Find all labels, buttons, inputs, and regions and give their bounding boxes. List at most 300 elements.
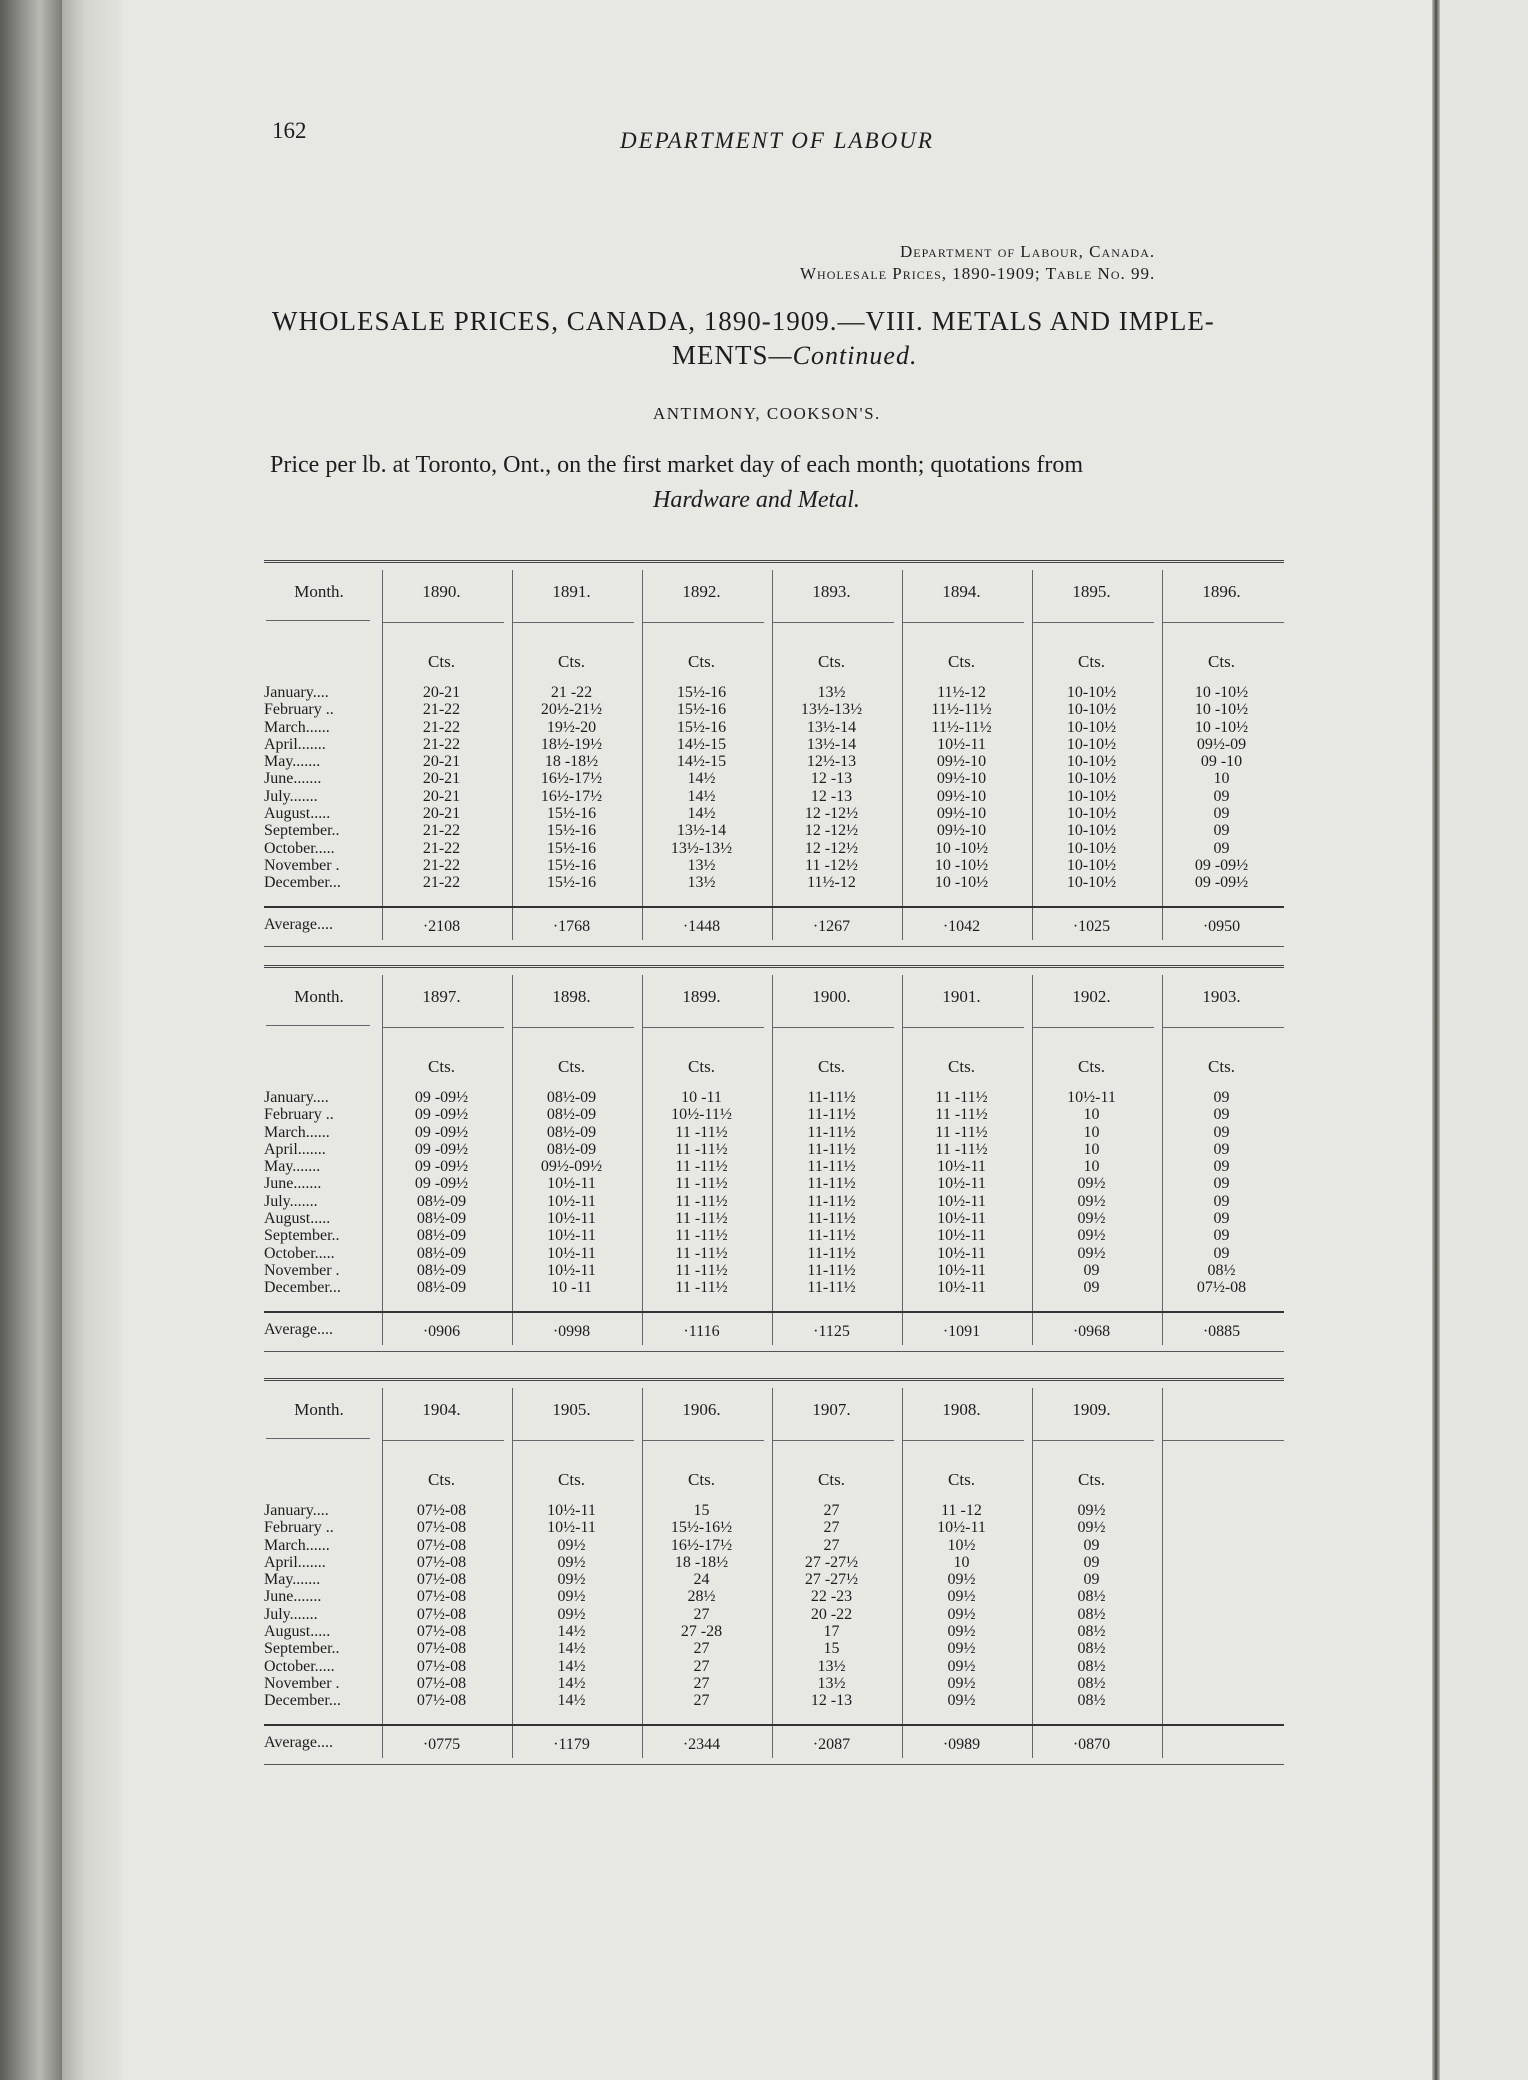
price-cell: 12 -12½: [804, 839, 859, 857]
price-cell: 09: [1083, 1279, 1100, 1297]
price-cell: 08½-09: [416, 1210, 467, 1228]
price-cell: 09: [1083, 1553, 1100, 1571]
price-cell: 10½-11: [547, 1244, 596, 1262]
price-cell: 13½: [817, 684, 846, 701]
price-cell: 10½-11: [937, 1175, 986, 1193]
month-label: August.....: [264, 1210, 331, 1228]
price-cell: 08½: [1077, 1605, 1106, 1623]
price-cell: 09½: [947, 1605, 976, 1623]
price-cell: 12 -13: [810, 787, 853, 805]
price-cell: 15½-16: [676, 684, 727, 701]
price-cell: 15½-16: [546, 822, 597, 840]
page-gutter: [1432, 0, 1440, 2080]
month-label: July.......: [264, 1605, 318, 1623]
year-header: 1902.: [1072, 987, 1111, 1006]
month-label: August.....: [264, 805, 331, 823]
table-top-rule: [264, 560, 1284, 566]
price-cell: 10: [1083, 1158, 1100, 1176]
month-label: December...: [264, 1692, 341, 1710]
price-cell: 09½: [947, 1692, 976, 1710]
price-cell: 10: [953, 1553, 970, 1571]
average-rule: [264, 1311, 1284, 1313]
price-cell: 11 -11½: [675, 1279, 728, 1297]
price-cell: 08½: [1077, 1692, 1106, 1710]
price-cell: 10-10½: [1066, 839, 1117, 857]
header-underline: [1163, 622, 1284, 623]
price-cell: 13½-13½: [670, 839, 733, 857]
price-cell: 08½-09: [416, 1279, 467, 1297]
month-label: October.....: [264, 839, 335, 857]
price-column: [639, 1089, 764, 1297]
price-cell: 10½-11: [547, 1210, 596, 1228]
month-label: April.......: [264, 1140, 326, 1158]
year-header: 1903.: [1202, 987, 1241, 1006]
price-column: [509, 1502, 634, 1710]
month-label: November .: [264, 1261, 340, 1279]
price-cell: 10-10½: [1066, 770, 1117, 788]
price-cell: 14½: [687, 805, 716, 823]
price-cell: 14½-15: [676, 753, 727, 771]
year-header: 1901.: [942, 987, 981, 1006]
price-cell: 11 -11½: [675, 1140, 728, 1158]
price-cell: 11 -11½: [675, 1244, 728, 1262]
header-underline: [1033, 1440, 1154, 1441]
month-label: October.....: [264, 1657, 335, 1675]
price-cell: 13½: [687, 874, 716, 892]
header-underline: [1033, 622, 1154, 623]
year-header: 1900.: [812, 987, 851, 1006]
price-cell: 10-10½: [1066, 805, 1117, 823]
price-cell: 09: [1213, 1227, 1230, 1245]
price-cell: 08½: [1207, 1261, 1236, 1279]
price-cell: 27: [693, 1657, 710, 1675]
price-cell: 07½-08: [416, 1519, 467, 1537]
price-cell: 08½: [1077, 1657, 1106, 1675]
price-cell: 10 -11: [681, 1089, 722, 1106]
price-cell: 07½-08: [416, 1553, 467, 1571]
price-cell: 10½-11: [937, 1261, 986, 1279]
month-label: April.......: [264, 735, 326, 753]
price-cell: 13½: [817, 1657, 846, 1675]
price-cell: 11-11½: [807, 1244, 856, 1262]
price-cell: 11 -12½: [805, 856, 858, 874]
price-cell: 16½-17½: [540, 787, 603, 805]
price-cell: 09: [1213, 1106, 1230, 1124]
price-cell: 22 -23: [810, 1588, 853, 1606]
price-cell: 27: [823, 1519, 840, 1537]
average-label: Average....: [264, 916, 333, 933]
unit-label: Cts.: [558, 652, 585, 671]
price-cell: 11½-12: [807, 874, 856, 892]
price-cell: 20-21: [422, 787, 461, 805]
price-cell: 10-10½: [1066, 787, 1117, 805]
month-label: February ..: [264, 1106, 334, 1124]
price-cell: 09½-09½: [540, 1158, 603, 1176]
average-value: ·1768: [552, 918, 591, 935]
price-cell: 09½-10: [936, 822, 987, 840]
price-column: [509, 1089, 634, 1297]
title-line-1: WHOLESALE PRICES, CANADA, 1890-1909.—VIII. METALS AND IMPLE-: [272, 306, 1215, 336]
price-cell: 28½: [687, 1588, 716, 1606]
header-underline: [643, 622, 764, 623]
price-cell: 07½-08: [1196, 1279, 1247, 1297]
price-cell: 09½: [947, 1623, 976, 1641]
average-value: ·1179: [553, 1736, 590, 1753]
month-label: March......: [264, 1123, 330, 1141]
year-header: 1905.: [552, 1400, 591, 1419]
month-header: Month.: [294, 1400, 344, 1419]
price-cell: 14½-15: [676, 735, 727, 753]
price-cell: 09: [1213, 805, 1230, 823]
price-cell: 10½-11: [937, 1279, 986, 1297]
price-cell: 14½: [687, 770, 716, 788]
price-cell: 21-22: [422, 718, 461, 736]
month-label: July.......: [264, 1192, 318, 1210]
price-cell: 07½-08: [416, 1692, 467, 1710]
price-column: [899, 684, 1024, 892]
price-column: [1159, 1089, 1284, 1297]
price-column: [639, 1502, 764, 1710]
average-value: ·1091: [942, 1323, 981, 1340]
price-cell: 09: [1213, 1175, 1230, 1193]
price-cell: 15½-16½: [670, 1519, 733, 1537]
price-cell: 27 -27½: [804, 1553, 859, 1571]
running-head: DEPARTMENT OF LABOUR: [620, 128, 934, 153]
price-cell: 10-10½: [1066, 753, 1117, 771]
year-header: 1890.: [422, 582, 461, 601]
month-label: February ..: [264, 701, 334, 719]
price-cell: 08½: [1077, 1674, 1106, 1692]
title-line-2-main: MENTS: [672, 340, 769, 370]
price-cell: 12 -12½: [804, 805, 859, 823]
price-cell: 15: [823, 1640, 840, 1658]
price-cell: 10½-11: [937, 1192, 986, 1210]
price-cell: 10 -10½: [934, 839, 989, 857]
month-label: August.....: [264, 1623, 331, 1641]
header-underline: [773, 1440, 894, 1441]
price-cell: 09½-10: [936, 805, 987, 823]
price-cell: 11 -11½: [675, 1227, 728, 1245]
month-label: December...: [264, 1279, 341, 1297]
price-column: [1029, 1089, 1154, 1297]
month-label: May.......: [264, 1571, 321, 1589]
average-value: ·0950: [1202, 918, 1241, 935]
price-cell: 08½-09: [546, 1106, 597, 1124]
price-cell: 14½: [557, 1623, 586, 1641]
price-cell: 18½-19½: [540, 735, 603, 753]
price-cell: 10½-11: [937, 1244, 986, 1262]
price-cell: 07½-08: [416, 1623, 467, 1641]
header-underline: [903, 1027, 1024, 1028]
month-label: June.......: [264, 1588, 322, 1606]
header-underline: [903, 1440, 1024, 1441]
year-header: 1891.: [552, 582, 591, 601]
price-cell: 10-10½: [1066, 874, 1117, 892]
month-label: November .: [264, 856, 340, 874]
header-underline: [903, 622, 1024, 623]
price-cell: 11 -11½: [935, 1089, 988, 1106]
price-cell: 10½-11: [547, 1261, 596, 1279]
price-cell: 20½-21½: [540, 701, 603, 719]
price-cell: 11-11½: [807, 1227, 856, 1245]
unit-label: Cts.: [558, 1057, 585, 1076]
price-column: [769, 1089, 894, 1297]
unit-label: Cts.: [688, 1057, 715, 1076]
price-cell: 19½-20: [546, 718, 597, 736]
year-header: 1906.: [682, 1400, 721, 1419]
average-value: ·0885: [1202, 1323, 1241, 1340]
subtitle: ANTIMONY, COOKSON'S.: [653, 404, 881, 423]
price-cell: 10½-11: [937, 735, 986, 753]
header-underline: [513, 622, 634, 623]
price-cell: 27: [693, 1692, 710, 1710]
price-cell: 09½: [557, 1605, 586, 1623]
price-cell: 09: [1213, 839, 1230, 857]
price-cell: 15½-16: [546, 874, 597, 892]
price-cell: 09 -09½: [1194, 874, 1249, 892]
price-column: [899, 1502, 1024, 1710]
price-cell: 15½-16: [676, 701, 727, 719]
header-underline: [1163, 1440, 1284, 1441]
price-cell: 10½: [947, 1536, 976, 1554]
year-header: 1892.: [682, 582, 721, 601]
price-cell: 10 -10½: [1194, 718, 1249, 736]
price-cell: 09 -09½: [1194, 856, 1249, 874]
month-list: [264, 1502, 341, 1710]
price-column: [769, 684, 894, 892]
price-cell: 10½-11: [937, 1158, 986, 1176]
price-cell: 16½-17½: [540, 770, 603, 788]
year-header: 1894.: [942, 582, 981, 601]
unit-label: Cts.: [1078, 652, 1105, 671]
price-cell: 11-11½: [807, 1210, 856, 1228]
price-cell: 15½-16: [546, 839, 597, 857]
table-section-1: [264, 560, 1284, 935]
price-cell: 21-22: [422, 822, 461, 840]
table-top-rule: [264, 1378, 1284, 1384]
price-cell: 09½-10: [936, 753, 987, 771]
average-value: ·0989: [942, 1736, 981, 1753]
price-cell: 27: [693, 1640, 710, 1658]
price-cell: 11-11½: [807, 1261, 856, 1279]
price-cell: 10½-11: [547, 1519, 596, 1537]
average-value: ·0968: [1072, 1323, 1111, 1340]
unit-label: Cts.: [1078, 1470, 1105, 1489]
price-cell: 09½-10: [936, 770, 987, 788]
header-underline: [383, 1027, 504, 1028]
price-cell: 10 -10½: [934, 874, 989, 892]
average-value: ·1025: [1072, 918, 1111, 935]
price-cell: 09: [1213, 787, 1230, 805]
price-cell: 10: [1213, 770, 1230, 788]
month-label: May.......: [264, 1158, 321, 1176]
header-underline: [643, 1027, 764, 1028]
price-cell: 09½: [1077, 1210, 1106, 1228]
price-cell: 11 -11½: [675, 1158, 728, 1176]
price-cell: 09½: [557, 1588, 586, 1606]
year-header: 1895.: [1072, 582, 1111, 601]
price-column: [1029, 684, 1154, 892]
price-cell: 21-22: [422, 735, 461, 753]
average-value: ·0998: [552, 1323, 591, 1340]
month-list: [264, 1089, 341, 1297]
average-value: ·2087: [812, 1736, 851, 1753]
price-cell: 09: [1213, 1140, 1230, 1158]
price-cell: 10½-11: [937, 1519, 986, 1537]
price-cell: 18 -18½: [544, 753, 599, 771]
price-cell: 10 -10½: [1194, 701, 1249, 719]
price-cell: 10½-11: [547, 1175, 596, 1193]
price-cell: 21-22: [422, 874, 461, 892]
price-cell: 09: [1083, 1261, 1100, 1279]
price-cell: 10½-11: [1067, 1089, 1116, 1106]
price-cell: 09½: [1077, 1192, 1106, 1210]
header-underline: [266, 1025, 370, 1026]
price-cell: 09 -10: [1200, 753, 1243, 771]
price-cell: 09 -09½: [414, 1158, 469, 1176]
month-label: June.......: [264, 770, 322, 788]
price-column: [899, 1089, 1024, 1297]
price-cell: 11 -11½: [675, 1175, 728, 1193]
table-section-2: [264, 965, 1284, 1340]
price-cell: 13½-14: [676, 822, 727, 840]
price-cell: 27: [823, 1536, 840, 1554]
month-label: June.......: [264, 1175, 322, 1193]
price-cell: 21 -22: [550, 684, 593, 701]
price-cell: 10½-11: [547, 1192, 596, 1210]
price-cell: 27 -28: [680, 1623, 723, 1641]
price-cell: 10 -11: [551, 1279, 592, 1297]
price-cell: 13½-14: [806, 735, 857, 753]
reference-line-1: Department of Labour, Canada.: [900, 242, 1156, 261]
price-cell: 08½-09: [416, 1227, 467, 1245]
page-number: 162: [272, 118, 307, 143]
price-cell: 08½-09: [546, 1140, 597, 1158]
price-cell: 11-11½: [807, 1175, 856, 1193]
month-label: April.......: [264, 1553, 326, 1571]
price-cell: 13½-13½: [800, 701, 863, 719]
price-cell: 21-22: [422, 856, 461, 874]
unit-label: Cts.: [688, 652, 715, 671]
header-underline: [643, 1440, 764, 1441]
year-header: 1909.: [1072, 1400, 1111, 1419]
title-line-2-continued: —Continued.: [768, 341, 918, 370]
price-cell: 08½-09: [416, 1261, 467, 1279]
unit-label: Cts.: [558, 1470, 585, 1489]
price-cell: 11½-11½: [931, 701, 992, 719]
table-bottom-rule: [264, 946, 1284, 947]
month-label: January....: [264, 1089, 329, 1106]
price-cell: 20-21: [422, 753, 461, 771]
price-cell: 14½: [557, 1692, 586, 1710]
unit-label: Cts.: [1208, 652, 1235, 671]
price-cell: 11½-12: [937, 684, 986, 701]
price-cell: 08½-09: [546, 1123, 597, 1141]
price-cell: 08½-09: [416, 1192, 467, 1210]
price-cell: 07½-08: [416, 1657, 467, 1675]
price-cell: 09 -09½: [414, 1089, 469, 1106]
table-section-3: [264, 1378, 1284, 1753]
price-cell: 08½: [1077, 1623, 1106, 1641]
next-page-edge: [1440, 0, 1528, 2080]
price-cell: 14½: [687, 787, 716, 805]
unit-label: Cts.: [688, 1470, 715, 1489]
price-cell: 09: [1213, 1123, 1230, 1141]
year-header: 1893.: [812, 582, 851, 601]
price-cell: 13½-14: [806, 718, 857, 736]
price-column: [379, 684, 504, 892]
price-cell: 09½: [947, 1674, 976, 1692]
header-underline: [773, 622, 894, 623]
year-header: 1896.: [1202, 582, 1241, 601]
year-header: 1899.: [682, 987, 721, 1006]
price-cell: 09½: [947, 1588, 976, 1606]
unit-label: Cts.: [948, 652, 975, 671]
month-header: Month.: [294, 987, 344, 1006]
table-bottom-rule: [264, 1351, 1284, 1352]
header-underline: [1033, 1027, 1154, 1028]
price-cell: 09½-10: [936, 787, 987, 805]
header-underline: [773, 1027, 894, 1028]
price-cell: 10-10½: [1066, 822, 1117, 840]
price-cell: 21-22: [422, 701, 461, 719]
price-cell: 10½-11: [547, 1227, 596, 1245]
price-cell: 14½: [557, 1674, 586, 1692]
unit-label: Cts.: [428, 1470, 455, 1489]
price-cell: 10-10½: [1066, 684, 1117, 701]
average-value: ·0775: [422, 1736, 461, 1753]
price-cell: 27 -27½: [804, 1571, 859, 1589]
header-underline: [266, 620, 370, 621]
price-cell: 08½: [1077, 1588, 1106, 1606]
price-cell: 08½: [1077, 1640, 1106, 1658]
price-cell: 09½: [557, 1571, 586, 1589]
price-cell: 11-11½: [807, 1158, 856, 1176]
price-cell: 11-11½: [807, 1279, 856, 1297]
reference-line-2: Wholesale Prices, 1890-1909; Table No. 99.: [800, 264, 1156, 283]
price-cell: 27: [693, 1605, 710, 1623]
unit-label: Cts.: [818, 652, 845, 671]
unit-label: Cts.: [948, 1470, 975, 1489]
price-cell: 09: [1213, 822, 1230, 840]
column-divider: [1162, 1388, 1163, 1758]
year-header: 1897.: [422, 987, 461, 1006]
unit-label: Cts.: [1078, 1057, 1105, 1076]
price-cell: 09½: [947, 1571, 976, 1589]
price-cell: 10 -10½: [1194, 684, 1249, 701]
price-cell: 14½: [557, 1657, 586, 1675]
price-cell: 08½-09: [416, 1244, 467, 1262]
average-value: ·1448: [682, 918, 721, 935]
price-column: [1029, 1502, 1154, 1710]
price-cell: 15½-16: [546, 805, 597, 823]
price-cell: 11½-11½: [931, 718, 992, 736]
year-header: 1908.: [942, 1400, 981, 1419]
price-cell: 09½: [557, 1536, 586, 1554]
price-cell: 17: [823, 1623, 840, 1641]
price-cell: 09½: [1077, 1175, 1106, 1193]
average-value: ·1125: [813, 1323, 850, 1340]
price-cell: 07½-08: [416, 1588, 467, 1606]
price-cell: 08½-09: [546, 1089, 597, 1106]
description-line-1: Price per lb. at Toronto, Ont., on the first market day of each month; quotations from: [270, 452, 1084, 478]
year-header: 1904.: [422, 1400, 461, 1419]
average-value: ·1042: [942, 918, 981, 935]
price-cell: 10: [1083, 1123, 1100, 1141]
price-cell: 13½: [817, 1674, 846, 1692]
average-value: ·2108: [422, 918, 461, 935]
price-column: [509, 684, 634, 892]
